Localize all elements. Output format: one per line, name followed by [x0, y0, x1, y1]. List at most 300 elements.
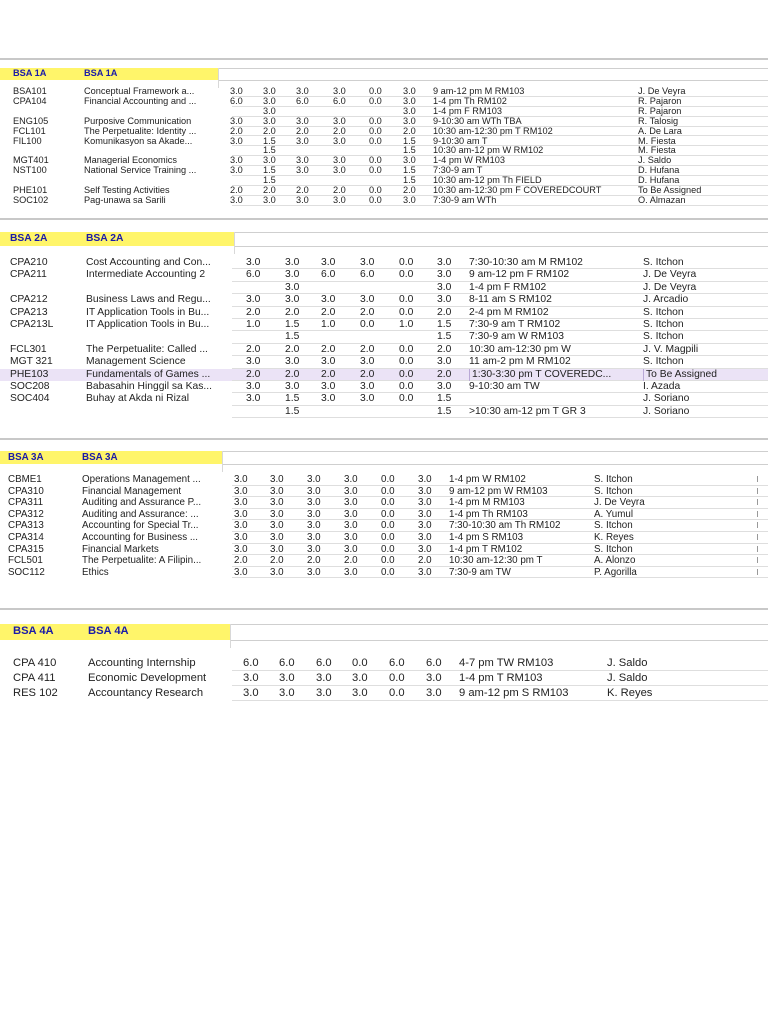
- table-row[interactable]: [0, 137, 768, 147]
- table-row[interactable]: [0, 331, 768, 343]
- section-header-divider: [222, 451, 223, 472]
- tuition-units: 3.0: [344, 485, 358, 497]
- units: 3.0: [243, 671, 259, 684]
- instructor: A. De Lara: [638, 126, 682, 136]
- hours: 1.5: [437, 405, 452, 417]
- hours: 1.5: [403, 166, 416, 176]
- schedule: 4-7 pm TW RM103: [459, 657, 554, 669]
- table-row[interactable]: [0, 127, 768, 137]
- course-title: Fundamentals of Games ...: [86, 368, 211, 380]
- row-edge-mark: [757, 522, 758, 528]
- course-title: IT Application Tools in Bu...: [86, 319, 210, 330]
- lec-units: 3.0: [279, 671, 295, 684]
- instructor: To Be Assigned: [638, 186, 702, 195]
- course-code: BSA101: [13, 87, 47, 96]
- table-row[interactable]: [0, 269, 768, 281]
- lab-units: 3.0: [296, 195, 309, 205]
- schedule: 9 am-12 pm S RM103: [459, 686, 569, 699]
- table-row[interactable]: [0, 176, 768, 186]
- schedule: 1-4 pm Th RM103: [449, 508, 528, 520]
- instructor: S. Itchon: [594, 520, 633, 532]
- lab-hours: 0.0: [369, 116, 382, 126]
- tuition-units: 3.0: [344, 532, 358, 543]
- lab-units: 3.0: [307, 497, 321, 509]
- table-row[interactable]: [0, 344, 768, 356]
- schedule: 7:30-9 am T: [433, 166, 483, 176]
- lab-units: 2.0: [321, 343, 336, 355]
- course-title: Accounting Internship: [88, 657, 196, 669]
- instructor: J. De Veyra: [643, 269, 697, 281]
- units: 3.0: [234, 532, 248, 543]
- schedule: 1-4 pm S RM103: [449, 532, 524, 543]
- course-code: CPA213: [10, 306, 48, 318]
- course-code: FIL100: [13, 136, 42, 146]
- units: 3.0: [234, 497, 248, 509]
- table-row[interactable]: [0, 567, 768, 579]
- schedule: >10:30 am-12 pm T GR 3: [469, 405, 586, 417]
- table-row[interactable]: [0, 509, 768, 521]
- schedule: 9 am-12 pm F RM102: [469, 269, 570, 281]
- lab-hours: 0.0: [369, 136, 382, 146]
- units: 3.0: [246, 393, 261, 405]
- schedule: 7:30-10:30 am M RM102: [469, 257, 583, 268]
- lab-hours: 0.0: [399, 381, 414, 392]
- section-header-divider: [230, 624, 231, 648]
- table-row[interactable]: [0, 486, 768, 498]
- course-title: Cost Accounting and Con...: [86, 257, 211, 268]
- table-row[interactable]: [0, 555, 768, 567]
- row-edge-mark: [757, 557, 758, 563]
- table-row[interactable]: [0, 282, 768, 294]
- tuition-units: 0.0: [360, 319, 375, 330]
- lab-hours: 0.0: [399, 393, 414, 405]
- tuition-units: 3.0: [333, 136, 346, 146]
- units: 2.0: [230, 126, 243, 136]
- section-header-rule: [234, 246, 768, 247]
- table-row[interactable]: [0, 186, 768, 196]
- lab-hours: 0.0: [399, 257, 414, 268]
- lab-hours: 0.0: [381, 508, 395, 520]
- table-row[interactable]: [0, 117, 768, 127]
- course-title: Managerial Economics: [84, 156, 177, 166]
- schedule: 10:30 am-12 pm W RM102: [433, 146, 544, 156]
- hours: 3.0: [437, 281, 452, 293]
- section-separator: [0, 608, 768, 610]
- course-title: IT Application Tools in Bu...: [86, 306, 210, 318]
- course-code: CPA311: [8, 497, 44, 509]
- instructor: A. Alonzo: [594, 555, 636, 567]
- lec-units: 1.5: [285, 393, 300, 405]
- course-title: Intermediate Accounting 2: [86, 269, 206, 281]
- lec-units: 1.5: [285, 331, 300, 343]
- course-code: CPA212: [10, 294, 48, 306]
- section-title: BSA 4A: [88, 625, 129, 638]
- instructor: P. Agorilla: [594, 566, 637, 578]
- lab-hours: 0.0: [399, 306, 414, 318]
- hours: 2.0: [403, 186, 416, 195]
- table-row[interactable]: [0, 107, 768, 117]
- instructor: S. Itchon: [594, 485, 633, 497]
- tuition-units: 3.0: [344, 566, 358, 578]
- table-row[interactable]: [0, 369, 768, 381]
- lab-hours: 0.0: [381, 543, 395, 555]
- units: 1.0: [246, 319, 261, 330]
- schedule: 9-10:30 am WTh TBA: [433, 116, 522, 126]
- units: 3.0: [230, 136, 243, 146]
- course-title: Business Laws and Regu...: [86, 294, 211, 306]
- units: 6.0: [243, 657, 259, 669]
- lab-units: 3.0: [307, 520, 321, 532]
- table-row[interactable]: [0, 319, 768, 331]
- lec-units: 3.0: [279, 686, 295, 699]
- hours: 3.0: [437, 269, 452, 281]
- schedule: 1-4 pm M RM103: [449, 497, 525, 509]
- table-row[interactable]: [0, 532, 768, 544]
- table-row[interactable]: [0, 381, 768, 393]
- tuition-units: 3.0: [344, 497, 358, 509]
- lab-hours: 0.0: [381, 566, 395, 578]
- instructor: I. Azada: [643, 381, 681, 392]
- hours: 1.5: [403, 176, 416, 186]
- lab-hours: 0.0: [369, 166, 382, 176]
- tuition-units: 2.0: [344, 555, 358, 567]
- lec-units: 3.0: [270, 520, 284, 532]
- course-title: The Perpetualite: A Filipin...: [82, 555, 202, 567]
- tuition-units: 3.0: [344, 520, 358, 532]
- hours: 1.5: [403, 146, 416, 156]
- hours: 3.0: [418, 474, 432, 485]
- instructor: S. Itchon: [643, 319, 684, 330]
- hours: 3.0: [418, 566, 432, 578]
- instructor: A. Yumul: [594, 508, 634, 520]
- course-code: FCL101: [13, 126, 46, 136]
- lec-units: 3.0: [285, 281, 300, 293]
- course-title: Management Science: [86, 356, 186, 368]
- units: 3.0: [230, 156, 243, 166]
- lab-hours: 0.0: [381, 520, 395, 532]
- table-row[interactable]: [0, 474, 768, 486]
- course-code: ENG105: [13, 116, 49, 126]
- table-row[interactable]: [0, 520, 768, 532]
- units: 3.0: [230, 87, 243, 96]
- hours: 3.0: [437, 294, 452, 306]
- lab-units: 3.0: [296, 87, 309, 96]
- hours: 2.0: [403, 126, 416, 136]
- table-row[interactable]: [0, 146, 768, 156]
- units: 3.0: [246, 294, 261, 306]
- hours: 2.0: [437, 368, 452, 380]
- schedule: 1-4 pm F RM103: [433, 106, 502, 116]
- schedule: 8-11 am S RM102: [469, 294, 552, 306]
- lab-hours: 0.0: [381, 474, 395, 485]
- table-row[interactable]: [0, 196, 768, 206]
- tuition-units: 2.0: [333, 126, 346, 136]
- course-title: Conceptual Framework a...: [84, 87, 195, 96]
- lab-units: 3.0: [321, 381, 336, 392]
- tuition-units: 6.0: [360, 269, 375, 281]
- course-code: CPA 410: [13, 657, 57, 669]
- instructor: R. Pajaron: [638, 96, 682, 106]
- lab-hours: 0.0: [389, 671, 405, 684]
- lec-units: 3.0: [285, 269, 300, 281]
- schedule: 9-10:30 am T: [433, 136, 488, 146]
- lab-hours: 0.0: [381, 532, 395, 543]
- course-code: SOC112: [8, 566, 45, 578]
- hours: 3.0: [403, 116, 416, 126]
- row-edge-mark: [757, 511, 758, 517]
- units: 3.0: [234, 508, 248, 520]
- schedule: 7:30-9 am W RM103: [469, 331, 564, 343]
- schedule: 9 am-12 pm W RM103: [449, 485, 548, 497]
- lab-units: 3.0: [307, 474, 321, 485]
- tuition-units: 3.0: [333, 156, 346, 166]
- lec-units: 3.0: [285, 356, 300, 368]
- hours: 1.5: [437, 393, 452, 405]
- section-title: BSA 3A: [82, 451, 118, 463]
- instructor: J. De Veyra: [638, 87, 686, 96]
- lab-units: 3.0: [321, 393, 336, 405]
- table-row[interactable]: [0, 406, 768, 418]
- course-title: Pag-unawa sa Sarili: [84, 195, 166, 205]
- instructor: S. Itchon: [594, 543, 633, 555]
- section-code: BSA 2A: [10, 232, 48, 244]
- lec-units: 2.0: [285, 368, 300, 380]
- lab-units: 3.0: [321, 294, 336, 306]
- lab-hours: 0.0: [381, 555, 395, 567]
- row-edge-mark: [757, 488, 758, 494]
- table-row[interactable]: [0, 356, 768, 368]
- lab-units: 3.0: [307, 543, 321, 555]
- units: 6.0: [246, 269, 261, 281]
- schedule: 1-4 pm Th RM102: [433, 96, 507, 106]
- lab-units: 3.0: [296, 136, 309, 146]
- tuition-units: 3.0: [360, 257, 375, 268]
- hours: 3.0: [403, 156, 416, 166]
- lec-units: 3.0: [263, 96, 276, 106]
- tuition-units: 3.0: [333, 87, 346, 96]
- lab-hours: 0.0: [369, 195, 382, 205]
- lab-hours: 0.0: [369, 186, 382, 195]
- table-row[interactable]: [0, 393, 768, 405]
- instructor: D. Hufana: [638, 176, 680, 186]
- units: 3.0: [243, 686, 259, 699]
- section-header-rule: [218, 68, 768, 69]
- schedule: 9 am-12 pm M RM103: [433, 87, 525, 96]
- course-code: CPA314: [8, 532, 44, 543]
- hours: 3.0: [403, 195, 416, 205]
- course-title: Economic Development: [88, 671, 207, 684]
- hours: 3.0: [437, 381, 452, 392]
- course-title: Ethics: [82, 566, 109, 578]
- course-title: Accountancy Research: [88, 686, 204, 699]
- table-row[interactable]: [0, 97, 768, 107]
- lab-hours: 0.0: [399, 294, 414, 306]
- lec-units: 2.0: [263, 186, 276, 195]
- schedule: 9-10:30 am TW: [469, 381, 540, 392]
- tuition-units: 3.0: [360, 381, 375, 392]
- schedule: 1-4 pm F RM102: [469, 281, 547, 293]
- table-row[interactable]: [0, 87, 768, 97]
- hours: 3.0: [403, 96, 416, 106]
- table-row[interactable]: [0, 671, 768, 686]
- lab-hours: 0.0: [381, 485, 395, 497]
- hours: 2.0: [437, 343, 452, 355]
- instructor: O. Almazan: [638, 195, 686, 205]
- row-edge-mark: [757, 569, 758, 575]
- lab-units: 3.0: [316, 671, 332, 684]
- schedule: 10:30 am-12:30 pm T: [449, 555, 543, 567]
- hours: 1.5: [403, 136, 416, 146]
- lab-units: 3.0: [296, 156, 309, 166]
- course-code: CPA104: [13, 96, 47, 106]
- lab-units: 3.0: [307, 485, 321, 497]
- course-title: Financial Accounting and ...: [84, 96, 197, 106]
- lab-hours: 0.0: [369, 87, 382, 96]
- tuition-units: 3.0: [360, 294, 375, 306]
- lec-units: 1.5: [263, 176, 276, 186]
- tuition-units: 2.0: [360, 306, 375, 318]
- instructor: To Be Assigned: [643, 369, 766, 381]
- row-edge-mark: [757, 476, 758, 482]
- section-header-rule: [218, 80, 768, 81]
- hours: 3.0: [403, 106, 416, 116]
- section-separator: [0, 438, 768, 440]
- lab-hours: 0.0: [399, 356, 414, 368]
- units: 2.0: [246, 368, 261, 380]
- hours: 3.0: [418, 532, 432, 543]
- lab-units: 6.0: [316, 657, 332, 669]
- tuition-units: 2.0: [360, 368, 375, 380]
- lab-units: 3.0: [321, 257, 336, 268]
- lab-units: 3.0: [307, 532, 321, 543]
- lab-units: 1.0: [321, 319, 336, 330]
- hours: 3.0: [418, 485, 432, 497]
- course-title: Accounting for Special Tr...: [82, 520, 199, 532]
- units: 3.0: [246, 257, 261, 268]
- units: 2.0: [234, 555, 248, 567]
- section-header-rule: [230, 640, 768, 641]
- schedule: 7:30-9 am TW: [449, 566, 511, 578]
- table-row[interactable]: [0, 307, 768, 319]
- section-code: BSA 1A: [13, 68, 47, 79]
- hours: 1.5: [437, 319, 452, 330]
- course-code: CPA310: [8, 485, 44, 497]
- course-code: PHE101: [13, 186, 48, 195]
- schedule: 7:30-9 am WTh: [433, 195, 497, 205]
- lab-units: 3.0: [296, 116, 309, 126]
- hours: 3.0: [426, 671, 442, 684]
- tuition-units: 3.0: [333, 116, 346, 126]
- row-edge-mark: [757, 546, 758, 552]
- lec-units: 3.0: [270, 543, 284, 555]
- instructor: K. Reyes: [594, 532, 634, 543]
- course-code: MGT401: [13, 156, 49, 166]
- section-title: BSA 1A: [84, 68, 118, 79]
- course-title: Financial Management: [82, 485, 182, 497]
- lec-units: 3.0: [285, 381, 300, 392]
- table-row[interactable]: [0, 156, 768, 166]
- lab-hours: 0.0: [381, 497, 395, 509]
- course-code: NST100: [13, 166, 47, 176]
- schedule: 7:30-9 am T RM102: [469, 319, 561, 330]
- table-row[interactable]: [0, 656, 768, 671]
- section-header-rule: [222, 451, 768, 452]
- tuition-units: 3.0: [344, 474, 358, 485]
- units: 3.0: [230, 116, 243, 126]
- lec-units: 3.0: [263, 116, 276, 126]
- lab-units: 3.0: [321, 356, 336, 368]
- row-edge-mark: [757, 499, 758, 505]
- table-row[interactable]: [0, 257, 768, 269]
- lab-units: 2.0: [296, 186, 309, 195]
- lec-units: 3.0: [263, 156, 276, 166]
- course-code: MGT 321: [10, 356, 53, 368]
- instructor: J. Soriano: [643, 393, 690, 405]
- schedule: 1-4 pm W RM103: [433, 156, 505, 166]
- table-row[interactable]: [0, 497, 768, 509]
- course-code: CPA 411: [13, 671, 56, 684]
- course-title: Auditing and Assurance: ...: [82, 508, 199, 520]
- lec-units: 1.5: [263, 146, 276, 156]
- course-title: Babasahin Hinggil sa Kas...: [86, 381, 212, 392]
- table-row[interactable]: [0, 544, 768, 556]
- schedule: 2-4 pm M RM102: [469, 306, 549, 318]
- tuition-units: 6.0: [333, 96, 346, 106]
- tuition-units: 3.0: [344, 508, 358, 520]
- section-code: BSA 3A: [8, 451, 44, 463]
- hours: 3.0: [437, 257, 452, 268]
- section-header-rule: [230, 624, 768, 625]
- instructor: D. Hufana: [638, 166, 680, 176]
- units: 2.0: [246, 306, 261, 318]
- lec-units: 2.0: [270, 555, 284, 567]
- schedule: 10:30 am-12 pm Th FIELD: [433, 176, 542, 186]
- course-title: The Perpetualite: Called ...: [86, 343, 208, 355]
- lec-units: 3.0: [285, 257, 300, 268]
- course-code: CPA312: [8, 508, 44, 520]
- course-title: Self Testing Activities: [84, 186, 170, 195]
- instructor: J. Saldo: [638, 156, 672, 166]
- section-code: BSA 4A: [13, 625, 54, 638]
- units: 3.0: [246, 356, 261, 368]
- table-row[interactable]: [0, 686, 768, 701]
- lab-units: 2.0: [307, 555, 321, 567]
- instructor: S. Itchon: [643, 306, 684, 318]
- instructor: S. Itchon: [643, 356, 684, 368]
- instructor: K. Reyes: [607, 686, 653, 699]
- hours: 3.0: [426, 686, 442, 699]
- course-title: Buhay at Akda ni Rizal: [86, 393, 190, 405]
- schedule: 10:30 am-12:30 pm F COVEREDCOURT: [433, 186, 602, 195]
- table-row[interactable]: [0, 166, 768, 176]
- course-title: Accounting for Business ...: [82, 532, 198, 543]
- lec-units: 3.0: [285, 294, 300, 306]
- course-code: CPA210: [10, 257, 48, 268]
- lab-hours: 1.0: [399, 319, 414, 330]
- instructor: S. Itchon: [643, 257, 684, 268]
- row-edge-mark: [757, 534, 758, 540]
- hours: 6.0: [426, 657, 442, 669]
- section-header-rule: [222, 464, 768, 465]
- tuition-units: 3.0: [360, 356, 375, 368]
- table-row[interactable]: [0, 294, 768, 306]
- hours: 2.0: [418, 555, 432, 567]
- tuition-units: 2.0: [333, 186, 346, 195]
- course-title: National Service Training ...: [84, 166, 197, 176]
- lec-units: 3.0: [270, 485, 284, 497]
- lab-hours: 6.0: [389, 657, 405, 669]
- lec-units: 1.5: [263, 166, 276, 176]
